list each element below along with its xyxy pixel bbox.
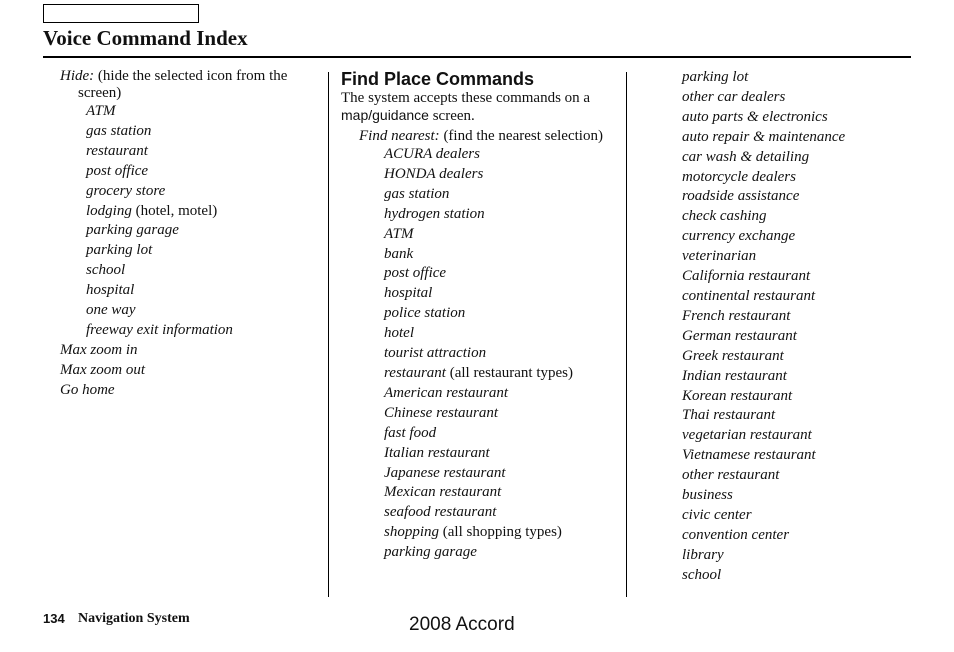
list-item xyxy=(341,205,623,225)
list-item xyxy=(682,227,922,247)
item-text: library xyxy=(682,546,724,563)
item-text: gas station xyxy=(384,185,450,202)
list-item xyxy=(682,128,922,148)
item-text: Vietnamese restaurant xyxy=(682,447,816,464)
list-item xyxy=(682,207,922,227)
list-item xyxy=(341,364,623,384)
item-text: other restaurant xyxy=(682,467,780,484)
item-text: shopping xyxy=(384,524,440,541)
item-text: Mexican restaurant xyxy=(384,484,502,501)
page-title: Voice Command Index xyxy=(43,26,248,50)
item-text: police station xyxy=(384,305,466,322)
list-item xyxy=(341,404,623,424)
item-text: parking garage xyxy=(86,222,179,239)
item-text: Indian restaurant xyxy=(682,367,787,384)
item-text: parking lot xyxy=(86,242,153,259)
list-item xyxy=(341,424,623,444)
list-item xyxy=(682,307,922,327)
list-item xyxy=(341,245,623,265)
item-text: hospital xyxy=(384,285,433,302)
item-text: Italian restaurant xyxy=(384,444,490,461)
intro-text: The system accepts these commands on a xyxy=(341,90,591,106)
list-item xyxy=(60,102,322,122)
list-item xyxy=(682,526,922,546)
list-item xyxy=(682,88,922,108)
intro-text-end: screen. xyxy=(428,108,475,124)
list-item xyxy=(682,546,922,566)
header-tab-box xyxy=(43,4,199,23)
list-item xyxy=(60,361,322,381)
item-text: roadside assistance xyxy=(682,188,800,205)
intro-screen-name: map/guidance xyxy=(341,107,429,123)
item-note: (hotel, motel) xyxy=(131,202,218,219)
list-item xyxy=(60,281,322,301)
item-text: car wash & detailing xyxy=(682,148,810,165)
item-text: ATM xyxy=(384,225,414,242)
list-item xyxy=(682,486,922,506)
item-text: parking garage xyxy=(384,544,477,561)
item-text: Korean restaurant xyxy=(682,387,793,404)
item-text: tourist attraction xyxy=(384,345,487,362)
list-item xyxy=(60,321,322,341)
hide-command xyxy=(60,68,322,102)
list-item xyxy=(682,148,922,168)
item-text: Chinese restaurant xyxy=(384,404,499,421)
item-text: check cashing xyxy=(682,208,767,225)
list-item xyxy=(341,324,623,344)
item-text: HONDA dealers xyxy=(384,165,484,182)
column-divider-1 xyxy=(328,72,329,597)
list-item xyxy=(60,162,322,182)
list-item xyxy=(682,406,922,426)
item-text: California restaurant xyxy=(682,268,811,285)
section-intro xyxy=(341,90,623,125)
list-item xyxy=(60,341,322,361)
find-note: (find the nearest selection) xyxy=(439,128,603,144)
item-text: continental restaurant xyxy=(682,287,816,304)
item-text: civic center xyxy=(682,506,752,523)
item-text: hydrogen station xyxy=(384,205,485,222)
item-text: gas station xyxy=(86,122,152,139)
list-item xyxy=(341,264,623,284)
item-text: Go home xyxy=(60,381,115,398)
find-items-list xyxy=(341,145,623,563)
hide-term: Hide: xyxy=(60,68,95,84)
list-item xyxy=(682,68,922,88)
item-text: ACURA dealers xyxy=(384,146,480,162)
list-item xyxy=(682,327,922,347)
item-text: ATM xyxy=(86,103,116,119)
list-item xyxy=(682,347,922,367)
list-item xyxy=(682,287,922,307)
item-text: restaurant xyxy=(86,142,148,159)
find-items-continued xyxy=(682,68,922,586)
list-item xyxy=(60,221,322,241)
item-text: other car dealers xyxy=(682,88,786,105)
item-text: vegetarian restaurant xyxy=(682,427,812,444)
item-text: school xyxy=(682,566,722,583)
list-item xyxy=(60,122,322,142)
item-text: school xyxy=(86,262,126,279)
item-text: Max zoom out xyxy=(60,361,145,378)
item-text: lodging xyxy=(86,202,132,219)
list-item xyxy=(341,444,623,464)
list-item xyxy=(60,381,322,401)
item-text: restaurant xyxy=(384,364,446,381)
list-item xyxy=(341,145,623,165)
list-item xyxy=(682,367,922,387)
item-note: (all shopping types) xyxy=(439,524,562,541)
item-text: post office xyxy=(384,265,447,282)
list-item xyxy=(341,503,623,523)
list-item xyxy=(341,523,623,543)
item-text: auto repair & maintenance xyxy=(682,128,846,145)
list-item xyxy=(341,304,623,324)
list-item xyxy=(682,466,922,486)
list-item xyxy=(341,543,623,563)
list-item xyxy=(341,225,623,245)
list-item xyxy=(60,301,322,321)
list-item xyxy=(682,387,922,407)
item-text: Thai restaurant xyxy=(682,407,776,424)
item-text: Max zoom in xyxy=(60,341,138,358)
list-item xyxy=(60,261,322,281)
item-text: Japanese restaurant xyxy=(384,464,506,481)
footer-label: Navigation System xyxy=(78,611,190,626)
list-item xyxy=(60,241,322,261)
item-text: auto parts & electronics xyxy=(682,108,828,125)
list-item xyxy=(341,284,623,304)
page-number: 134 xyxy=(43,611,65,626)
list-item xyxy=(60,182,322,202)
column-3 xyxy=(682,68,922,586)
list-item xyxy=(682,247,922,267)
list-item xyxy=(682,426,922,446)
list-item xyxy=(682,187,922,207)
list-item xyxy=(682,446,922,466)
item-note: (all restaurant types) xyxy=(445,364,573,381)
item-text: Greek restaurant xyxy=(682,347,784,364)
zoom-home-commands xyxy=(60,341,322,401)
section-title: Find Place Commands xyxy=(341,69,535,89)
item-text: one way xyxy=(86,302,136,319)
hide-note: (hide the selected icon from the screen) xyxy=(78,68,288,101)
item-text: post office xyxy=(86,162,149,179)
find-nearest-command xyxy=(341,128,623,145)
list-item xyxy=(682,506,922,526)
column-1 xyxy=(60,68,322,401)
item-text: bank xyxy=(384,245,414,262)
list-item xyxy=(341,384,623,404)
list-item xyxy=(682,267,922,287)
list-item xyxy=(341,185,623,205)
list-item xyxy=(682,566,922,586)
list-item xyxy=(341,464,623,484)
list-item xyxy=(341,483,623,503)
list-item xyxy=(682,168,922,188)
item-text: grocery store xyxy=(86,182,166,199)
hide-items-list xyxy=(60,102,322,341)
footer-model: 2008 Accord xyxy=(409,614,515,635)
item-text: convention center xyxy=(682,526,790,543)
column-divider-2 xyxy=(626,72,627,597)
item-text: fast food xyxy=(384,424,437,441)
list-item xyxy=(341,165,623,185)
item-text: motorcycle dealers xyxy=(682,168,796,185)
item-text: veterinarian xyxy=(682,248,757,265)
header-rule xyxy=(43,56,911,58)
list-item xyxy=(341,344,623,364)
list-item xyxy=(60,202,322,222)
item-text: business xyxy=(682,487,733,504)
item-text: American restaurant xyxy=(384,384,509,401)
list-item xyxy=(60,142,322,162)
item-text: seafood restaurant xyxy=(384,504,497,521)
item-text: currency exchange xyxy=(682,228,796,245)
item-text: parking lot xyxy=(682,69,749,85)
item-text: freeway exit information xyxy=(86,321,233,338)
item-text: French restaurant xyxy=(682,307,791,324)
column-2 xyxy=(341,68,623,563)
list-item xyxy=(682,108,922,128)
item-text: German restaurant xyxy=(682,327,797,344)
find-term: Find nearest: xyxy=(359,128,440,144)
item-text: hotel xyxy=(384,325,414,342)
item-text: hospital xyxy=(86,282,135,299)
